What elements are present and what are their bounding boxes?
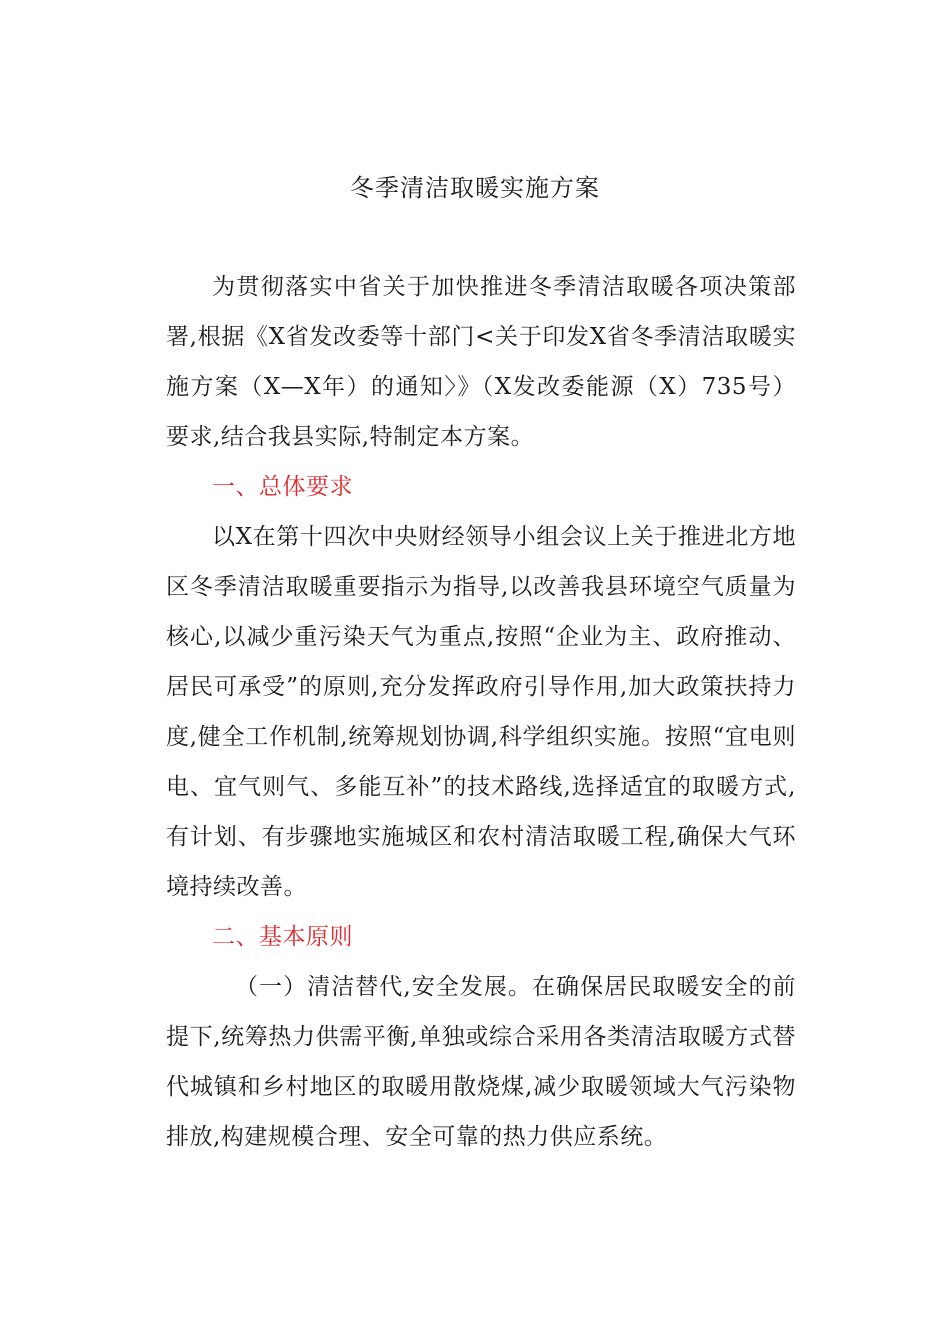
intro-paragraph: 为贯彻落实中省关于加快推进冬季清洁取暖各项决策部署,根据《X省发改委等十部门<关于印发X省冬季清洁取暖实施方案（X—X年）的通知〉》（X发改委能源（X）735号）要求,结合我县实际,特制定本方案。 bbox=[166, 274, 796, 450]
overall-requirements-paragraph: 以X在第十四次中央财经领导小组会议上关于推进北方地区冬季清洁取暖重要指示为指导,以改善我县环境空气质量为核心,以减少重污染天气为重点,按照“企业为主、政府推动、居民可承受”的原则,充分发挥政府引导作用,加大政策扶持力度,健全工作机制,统筹规划协调,科学组织实施。按照“宜电则电、宜气则气、多能互补”的技术路线,选择适宜的取暖方式,有计划、有步骤地实施城区和农村清洁取暖工程,确保大气环境持续改善。 bbox=[166, 524, 796, 900]
principle-item-1-paragraph: （一）清洁替代,安全发展。在确保居民取暖安全的前提下,统筹热力供需平衡,单独或综合采用各类清洁取暖方式替代城镇和乡村地区的取暖用散烧煤,减少取暖领域大气污染物排放,构建规模合理、安全可靠的热力供应系统。 bbox=[166, 974, 796, 1150]
section-heading-overall-requirements: 一、总体要求 bbox=[212, 474, 353, 500]
document-body bbox=[166, 262, 796, 1162]
section-heading-basic-principles: 二、基本原则 bbox=[212, 924, 353, 950]
document-title: 冬季清洁取暖实施方案 bbox=[350, 174, 600, 202]
